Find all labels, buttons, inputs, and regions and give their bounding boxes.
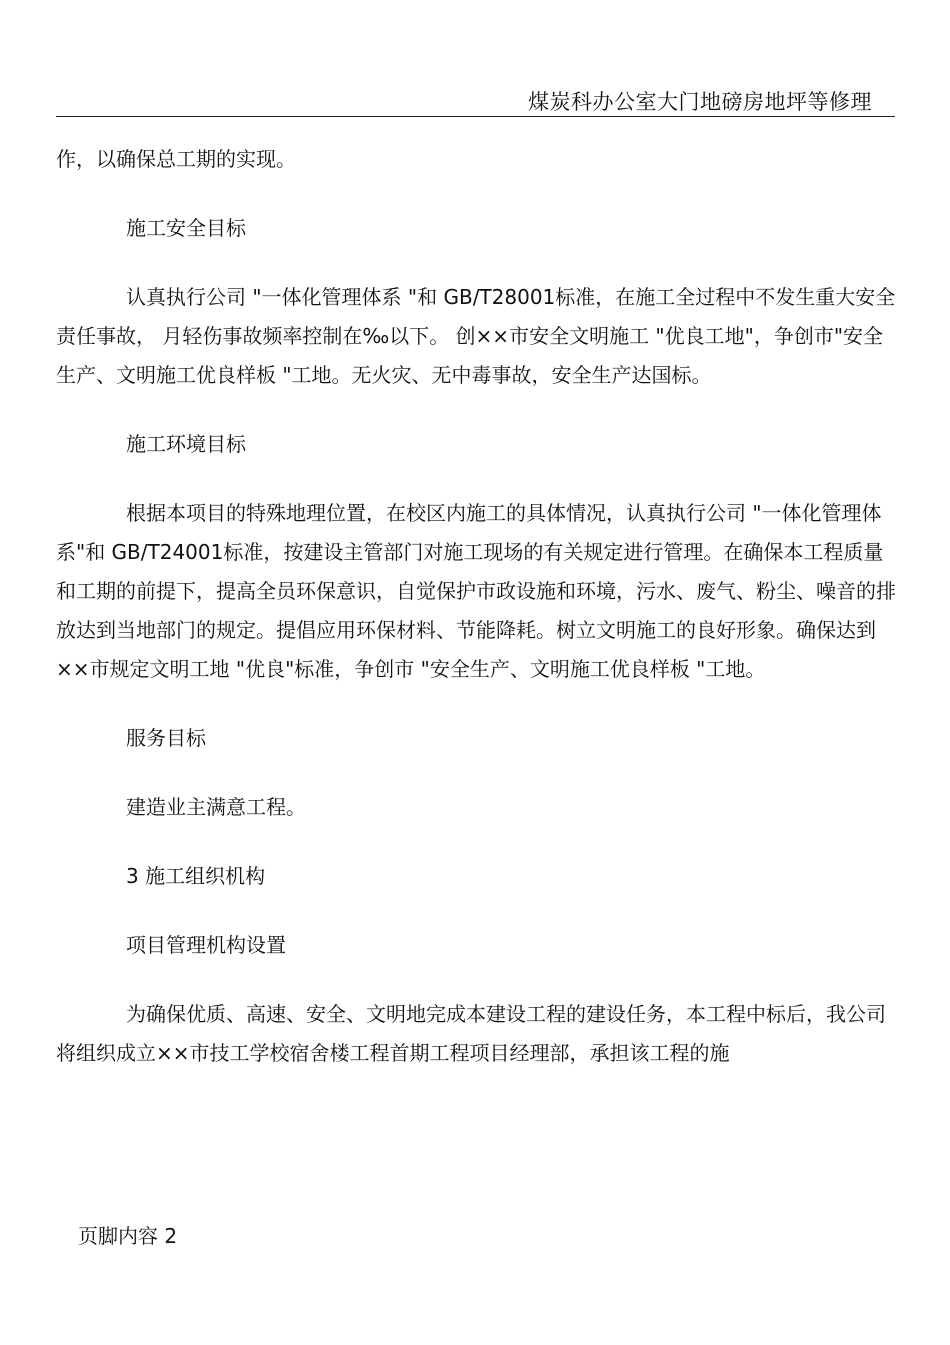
- page-footer: 页脚内容 2: [78, 1224, 178, 1248]
- heading-environment-goal: 施工环境目标: [126, 432, 246, 456]
- heading-section-3: 3 施工组织机构: [126, 864, 266, 888]
- page-header-title: 煤炭科办公室大门地磅房地坪等修理: [528, 90, 872, 114]
- document-body: [56, 140, 898, 1103]
- heading-safety-goal: 施工安全目标: [126, 216, 246, 240]
- paragraph-project-management: 为确保优质、高速、安全、文明地完成本建设工程的建设任务，本工程中标后，我公司将组织成立××市技工学校宿舍楼工程首期工程项目经理部，承担该工程的施: [56, 1002, 886, 1065]
- header-divider: [56, 116, 895, 117]
- paragraph-service-goal: 建造业主满意工程。: [126, 795, 306, 819]
- paragraph-continuation: 作，以确保总工期的实现。: [56, 147, 296, 171]
- heading-service-goal: 服务目标: [126, 726, 206, 750]
- paragraph-safety-goal: 认真执行公司 "一体化管理体系 "和 GB/T28001标准，在施工全过程中不发生重大安全责任事故， 月轻伤事故频率控制在‰以下。 创××市安全文明施工 "优良工地"，争创市"安全生产、文明施工优良样板 "工地。无火灾、无中毒事故，安全生产达国标。: [56, 285, 896, 387]
- heading-project-management: 项目管理机构设置: [126, 933, 286, 957]
- paragraph-environment-goal: 根据本项目的特殊地理位置，在校区内施工的具体情况，认真执行公司 "一体化管理体系"和 GB/T24001标准，按建设主管部门对施工现场的有关规定进行管理。在确保本工程质量和工期的前提下，提高全员环保意识，自觉保护市政设施和环境，污水、废气、粉尘、噪音的排放达到当地部门的规定。提倡应用环保材料、节能降耗。树立文明施工的良好形象。确保达到××市规定文明工地 "优良"标准，争创市 "安全生产、文明施工优良样板 "工地。: [56, 501, 896, 681]
